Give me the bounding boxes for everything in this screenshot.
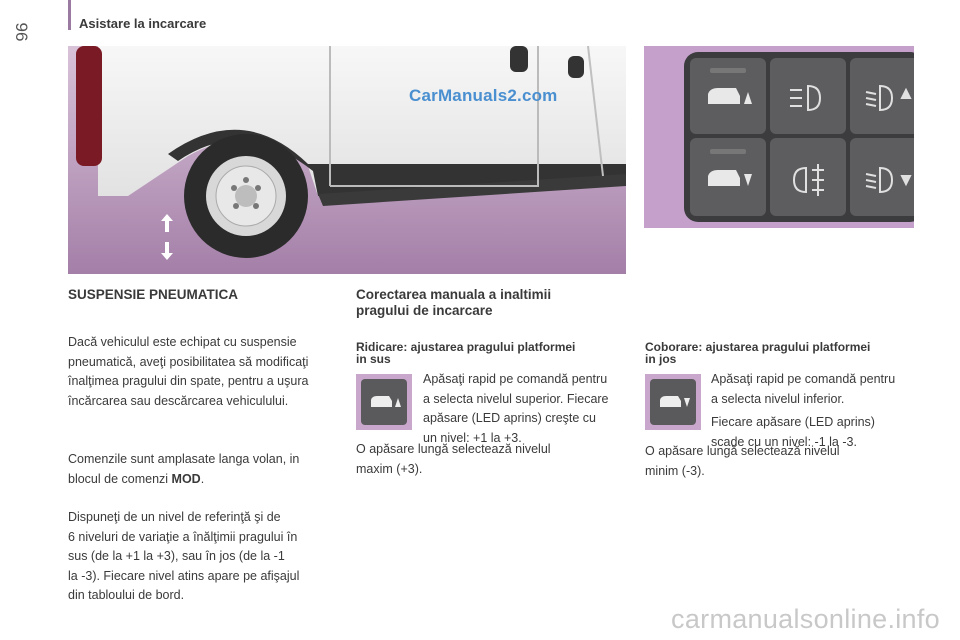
raise-button-image [356,374,412,430]
lower-description [711,370,926,452]
text-line: înalţimea pragului din spate, pentru a uşura [68,374,309,388]
text-line: Comenzile sunt amplasate langa volan, in [68,452,300,466]
text-line: apăsare (LED aprins) creşte cu [423,411,596,425]
subtitle-line: Ridicare: ajustarea pragului platformei [356,340,576,354]
title-line: pragului de incarcare [356,303,493,318]
text-line: maxim (+3). [356,461,423,476]
subtitle-line: Coborare: ajustarea pragului platformei [645,340,871,354]
levels-paragraph [68,508,348,606]
lower-button-image [645,374,701,430]
text-line: pneumatică, aveţi posibilitatea să modificaţi [68,354,309,369]
text-line: O apăsare lungă selectează nivelul [645,444,840,458]
raise-long-press [356,440,616,479]
pneumatic-suspension-title: SUSPENSIE PNEUMATICA [68,287,239,302]
section-title: Asistare la incarcare [79,16,207,31]
photo-watermark: CarManuals2.com [409,86,558,105]
text-fragment: blocul de comenzi [68,471,172,486]
text-line: la -3). Fiecare nivel atins apare pe afişajul [68,568,300,583]
subtitle-line: in sus [356,352,391,366]
text-line: a selecta nivelul superior. Fiecare [423,391,609,406]
page-number: 96 [12,22,31,42]
text-line: un nivel: +1 la +3. [423,430,522,445]
mod-control-panel-photo [644,46,914,228]
text-line: Apăsaţi rapid pe comandă pentru [711,372,896,386]
header-accent-bar [68,0,71,30]
controls-location-paragraph [68,450,348,489]
lower-long-press [645,442,905,481]
text-line: încărcarea sau descărcarea vehiculului. [68,393,289,408]
text-line: a selecta nivelul inferior. [711,391,845,406]
manual-correction-title [356,287,616,319]
lower-subtitle [645,341,915,365]
raise-subtitle [356,341,626,365]
footer-watermark: carmanualsonline.info [671,604,940,634]
text-line: minim (-3). [645,463,705,478]
vehicle-rear-wheel-photo [68,46,626,274]
raise-description [423,370,633,448]
text-line: O apăsare lungă selectează nivelul [356,442,551,456]
text-line: Fiecare apăsare (LED aprins) [711,415,875,429]
text-line: scade cu un nivel: -1 la -3. [711,434,857,449]
text-line: sus (de la +1 la +3), sau în jos (de la -1 [68,549,285,563]
text-line: din tabloului de bord. [68,588,185,602]
mod-label: MOD [171,471,201,486]
vehicle-lower-icon [650,379,696,425]
subtitle-line: in jos [645,352,677,366]
intro-paragraph [68,333,348,411]
text-line: Dacă vehiculul este echipat cu suspensie [68,335,297,349]
text-line: Dispuneţi de un nivel de referinţă şi de [68,510,281,524]
title-line: Corectarea manuala a inaltimii [356,287,552,302]
text-fragment: . [200,471,205,486]
text-line: Apăsaţi rapid pe comandă pentru [423,372,608,386]
text-line [68,470,348,490]
vehicle-raise-icon [361,379,407,425]
text-line: 6 niveluri de variaţie a înălţimii pragului în [68,529,298,544]
